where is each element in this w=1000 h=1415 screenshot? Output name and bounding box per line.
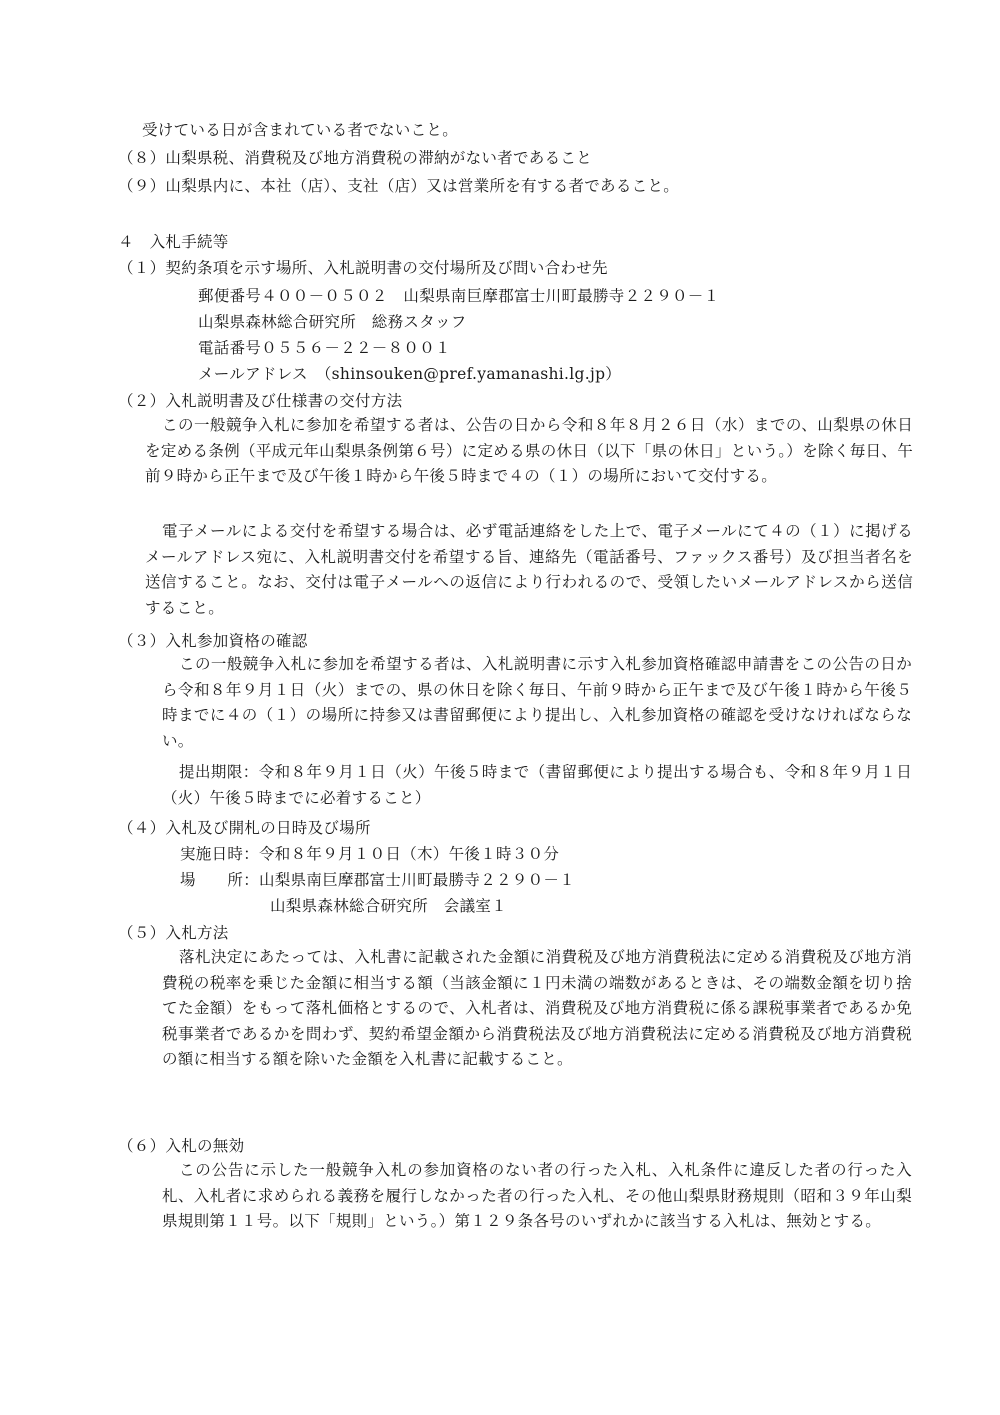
organization: 山梨県森林総合研究所 総務スタッフ xyxy=(198,313,467,331)
paragraph: 電子メールによる交付を希望する場合は、必ず電話連絡をした上で、電子メールにて４の（１）に掲げるメールアドレス宛に、入札説明書交付を希望する旨、連絡先（電話番号、ファックス番号）及び担当者名を送信すること。なお、交付は電子メールへの返信により行われるので、受領したいメールアドレスから送信すること。 xyxy=(145,522,913,617)
paragraph: 落札決定にあたっては、入札書に記載された金額に消費税及び地方消費税法に定める消費税及び地方消費税の税率を乗じた金額に相当する額（当該金額に１円未満の端数があるときは、その端数金額を切り捨てた金額）をもって落札価格とするので、入札者は、消費税及び地方消費税に係る課税事業者であるか免税事業者であるかを問わず、契約希望金額から消費税法及び地方消費税法に定める消費税及び地方消費税の額に相当する額を除いた金額を入札書に記載すること。 xyxy=(162,948,912,1068)
subsection-heading: （５）入札方法 xyxy=(118,924,229,942)
paragraph: この公告に示した一般競争入札の参加資格のない者の行った入札、入札条件に違反した者の行った入札、入札者に求められる義務を履行しなかった者の行った入札、その他山梨県財務規則（昭和３９年山梨県規則第１１号。以下「規則」という。）第１２９条各号のいずれかに該当する入札は、無効とする。 xyxy=(162,1161,912,1230)
location-room: 山梨県森林総合研究所 会議室１ xyxy=(270,897,508,915)
email-address: メールアドレス （shinsouken@pref.yamanashi.lg.jp） xyxy=(198,365,622,383)
item-9: （９）山梨県内に、本社（店）、支社（店）又は営業所を有する者であること。 xyxy=(118,177,680,195)
paragraph: この一般競争入札に参加を希望する者は、公告の日から令和８年８月２６日（水）までの、山梨県の休日を定める条例（平成元年山梨県条例第６号）に定める県の休日（以下「県の休日」という。）を除く毎日、午前９時から正午まで及び午後１時から午後５時まで４の（１）の場所において交付する。 xyxy=(145,416,913,485)
subsection-heading: （４）入札及び開札の日時及び場所 xyxy=(118,819,371,837)
location: 場 所：山梨県南巨摩郡富士川町最勝寺２２９０－１ xyxy=(180,871,576,889)
subsection-heading: （６）入札の無効 xyxy=(118,1137,245,1155)
section-heading: ４ 入札手続等 xyxy=(118,233,229,251)
text-line: 受けている日が含まれている者でないこと。 xyxy=(142,121,459,139)
subsection-heading: （２）入札説明書及び仕様書の交付方法 xyxy=(118,392,403,410)
postal-address: 郵便番号４００－０５０２ 山梨県南巨摩郡富士川町最勝寺２２９０－１ xyxy=(198,287,720,305)
phone-number: 電話番号０５５６－２２－８００１ xyxy=(198,339,451,357)
paragraph: 提出期限：令和８年９月１日（火）午後５時まで（書留郵便により提出する場合も、令和８年９月１日（火）午後５時までに必着すること） xyxy=(162,763,912,807)
date-time: 実施日時：令和８年９月１０日（木）午後１時３０分 xyxy=(180,845,560,863)
subsection-heading: （３）入札参加資格の確認 xyxy=(118,632,308,650)
item-8: （８）山梨県税、消費税及び地方消費税の滞納がない者であること xyxy=(118,149,593,167)
paragraph: この一般競争入札に参加を希望する者は、入札説明書に示す入札参加資格確認申請書をこの公告の日から令和８年９月１日（火）までの、県の休日を除く毎日、午前９時から正午まで及び午後１時から午後５時までに４の（１）の場所に持参又は書留郵便により提出し、入札参加資格の確認を受けなければならない。 xyxy=(162,655,912,750)
subsection-heading: （１）契約条項を示す場所、入札説明書の交付場所及び問い合わせ先 xyxy=(118,259,608,277)
